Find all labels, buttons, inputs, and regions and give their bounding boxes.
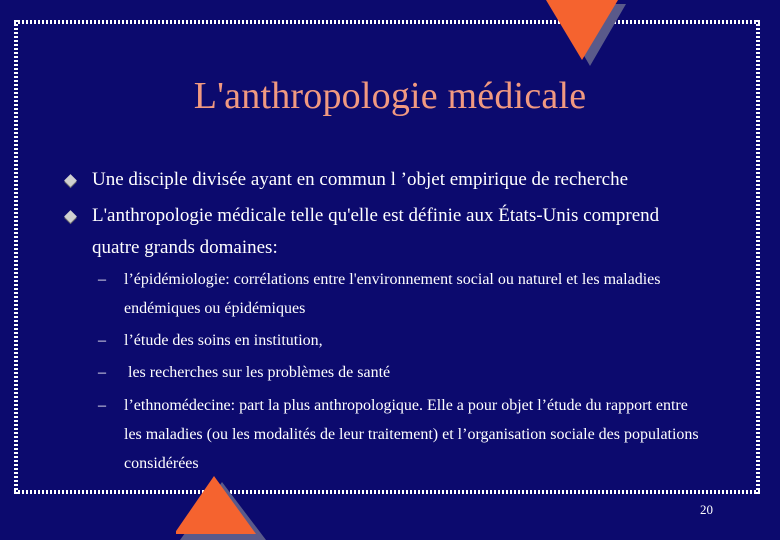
sub-item-text: l’étude des soins en institution, (124, 332, 323, 349)
frame-bottom-border (14, 490, 760, 494)
sub-item-1 (0, 265, 780, 323)
diamond-bullet-icon (64, 174, 77, 187)
bullet-item-2 (60, 200, 760, 264)
sub-item-text: l’ethnomédecine: part la plus anthropologique. Elle a pour objet l’étude du rapport entre les maladies (ou les modalités de leur traitement) et l’organisation sociale des populations considérées (124, 397, 699, 472)
bullet-item-1 (60, 164, 760, 196)
diamond-bullet-icon (64, 210, 77, 223)
dash-bullet: – (98, 397, 106, 414)
sub-item-3 (0, 358, 780, 387)
sub-item-text: l’épidémiologie: corrélations entre l'environnement social ou naturel et les maladies endémiques ou épidémiques (124, 271, 661, 317)
bullet-text: Une disciple divisée ayant en commun l ’objet empirique de recherche (92, 169, 629, 190)
slide-title: L'anthropologie médicale (193, 75, 587, 117)
dash-bullet: – (98, 332, 106, 349)
top-triangle-decoration (540, 0, 630, 66)
page-number: 20 (700, 502, 713, 517)
dash-bullet: – (98, 271, 106, 288)
bottom-triangle-decoration (176, 472, 276, 540)
sub-item-4 (0, 391, 780, 481)
frame-top-border (14, 20, 760, 24)
dash-bullet: – (98, 364, 106, 381)
bullet-text: L'anthropologie médicale telle qu'elle est définie aux États-Unis comprend quatre grands domaines: (92, 205, 660, 258)
sub-item-2 (0, 326, 780, 355)
sub-item-text: les recherches sur les problèmes de santé (124, 364, 391, 381)
